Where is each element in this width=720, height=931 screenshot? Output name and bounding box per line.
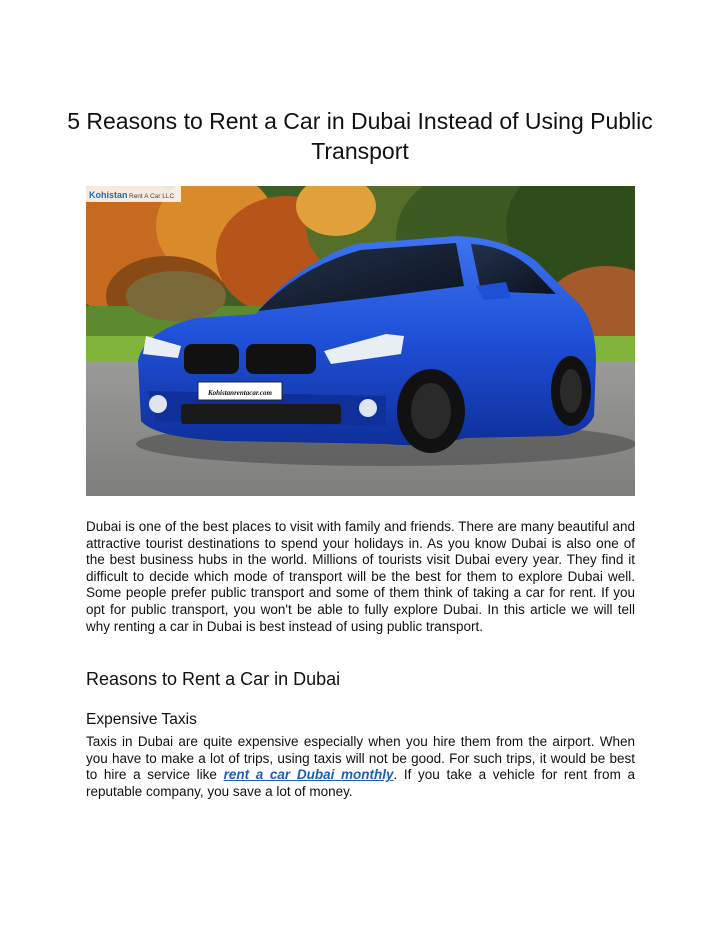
rent-a-car-monthly-link[interactable]: rent a car Dubai monthly [223, 767, 394, 783]
section-heading: Reasons to Rent a Car in Dubai [86, 669, 341, 689]
page-title: 5 Reasons to Rent a Car in Dubai Instead of Using Public Transport [67, 108, 653, 164]
taxis-paragraph [86, 734, 635, 800]
logo-brand: Kohistan [89, 190, 128, 200]
taxis-text-after-link: . If you take a vehicle for rent from a reputable company, you save a lot of money. [86, 767, 635, 799]
plate-text: Kohistanrentacar.com [208, 389, 272, 397]
intro-paragraph: Dubai is one of the best places to visit with family and friends. There are many beautiful and attractive tourist destinations to spend your holidays in. As you know Dubai is also one of the best business hubs in the world. Millions of tourists visit Dubai every year. They find it difficult to decide which mode of transport will be the best for them to explore Dubai well. Some people prefer public transport and some of them think of taking a car for rent. If you opt for public transport, you won't be able to fully explore Dubai. In this article we will tell why renting a car in Dubai is best instead of using public transport. [86, 519, 635, 634]
taxis-text-before-link: Taxis in Dubai are quite expensive especially when you hire them from the airport. When you have to make a lot of trips, using taxis will not be good. For such trips, it would be best to hire a service like [86, 734, 635, 783]
logo-rest: Rent A Car LLC [129, 193, 175, 200]
hero-image [86, 186, 635, 496]
subsection-heading: Expensive Taxis [86, 711, 197, 728]
